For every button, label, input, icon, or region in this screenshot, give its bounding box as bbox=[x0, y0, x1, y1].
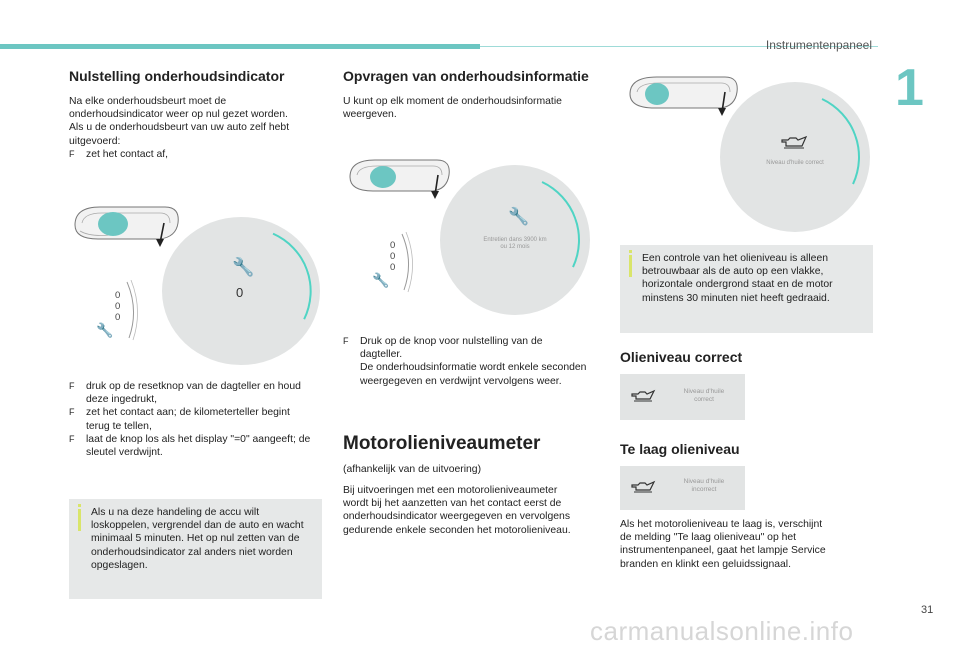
col2-title2: Motorolieniveaumeter bbox=[343, 433, 541, 454]
col2-body: Bij uitvoeringen met een motorolieniveaumeter wordt bij het aanzetten van het contact eerst de onderhoudsindicator weergegeven en vervolgens gedurende enkele seconden het motorolieniveau. bbox=[343, 485, 571, 536]
col2-step: F Druk op de knop voor nulstelling van de dagteller. De onderhoudsinformatie wordt enkele seconden weergegeven en verdwijnt vervolgens weer. bbox=[343, 336, 587, 387]
reset-stalk bbox=[75, 207, 178, 247]
section-title: Instrumentenpaneel bbox=[765, 38, 872, 52]
display-digit: 0 bbox=[236, 285, 244, 300]
info-icon bbox=[78, 509, 81, 531]
col3-note: Een controle van het olieniveau is alleen betrouwbaar als de auto op een vlakke, horizontale ondergrond staat en de motor minstens 30 minuten niet heeft gedraaid. bbox=[620, 245, 873, 333]
col2-stalk bbox=[345, 155, 455, 205]
display-arc bbox=[720, 82, 870, 232]
col1-step-3: F laat de knop los als het display "=0" aangeeft; de sleutel verdwijnt. bbox=[69, 433, 311, 459]
wrench-icon: 🔧 bbox=[96, 322, 114, 338]
col1-note: Als u na deze handeling de accu wilt loskoppelen, vergrendel dan de auto en wacht minimaal 5 minuten. Het op nul zetten van de onderhoudsindicator zal anders niet worden opgeslagen. bbox=[69, 499, 322, 599]
wrench-icon: 🔧 bbox=[232, 257, 255, 277]
wrench-icon: 🔧 bbox=[508, 207, 530, 226]
col1-step-1: F druk op de resetknop van de dagteller en houd deze ingedrukt, bbox=[69, 381, 301, 406]
page-number: 31 bbox=[921, 604, 934, 616]
col1-display bbox=[162, 217, 320, 365]
wrench-icon: 🔧 bbox=[372, 272, 390, 288]
oil-can-icon bbox=[630, 389, 656, 403]
col3-display: Niveau d'huile correct bbox=[720, 82, 870, 232]
oil-ok-display: Niveau d'huile correct bbox=[620, 374, 745, 420]
info-icon bbox=[629, 255, 632, 277]
col1-odometer: 0 0 0 🔧 bbox=[105, 280, 141, 342]
col1-intro: Na elke onderhoudsbeurt moet de onderhoudsindicator weer op nul gezet worden. Als u de onderhoudsbeurt van uw auto zelf hebt uitgevoerd: F zet het contact af, bbox=[69, 95, 319, 161]
col2-display: 🔧 Entretien dans 3900 km ou 12 mois bbox=[440, 165, 590, 315]
col2-title: Opvragen van onderhoudsinformatie bbox=[343, 68, 589, 84]
col2-odometer: 0 0 0 🔧 bbox=[380, 232, 416, 294]
col2-subtitle: (afhankelijk van de uitvoering) bbox=[343, 464, 482, 475]
col3-title-low: Te laag olieniveau bbox=[620, 441, 740, 457]
col2-intro: U kunt op elk moment de onderhoudsinformatie weergeven. bbox=[343, 96, 562, 121]
col3-stalk bbox=[625, 72, 745, 122]
col1-steps bbox=[69, 380, 324, 459]
col1-title: Nulstelling onderhoudsindicator bbox=[69, 68, 285, 84]
chapter-number: 1 bbox=[895, 59, 924, 117]
col1-bullet-contact-off: F zet het contact af, bbox=[69, 148, 169, 160]
col3-title-ok: Olieniveau correct bbox=[620, 349, 743, 365]
watermark: carmanualsonline.info bbox=[590, 616, 854, 646]
header-accent-bar bbox=[0, 44, 480, 49]
col1-step-2: F zet het contact aan; de kilometerteller begint terug te tellen, bbox=[69, 407, 290, 432]
oil-can-icon bbox=[780, 134, 808, 150]
oil-can-icon bbox=[630, 480, 656, 494]
oil-low-display: Niveau d'huile incorrect bbox=[620, 466, 745, 510]
col3-body: Als het motorolieniveau te laag is, verschijnt de melding "Te laag olieniveau" op het instrumentenpaneel, gaat het lampje Service branden en klinkt een geluidssignaal. bbox=[620, 519, 826, 570]
